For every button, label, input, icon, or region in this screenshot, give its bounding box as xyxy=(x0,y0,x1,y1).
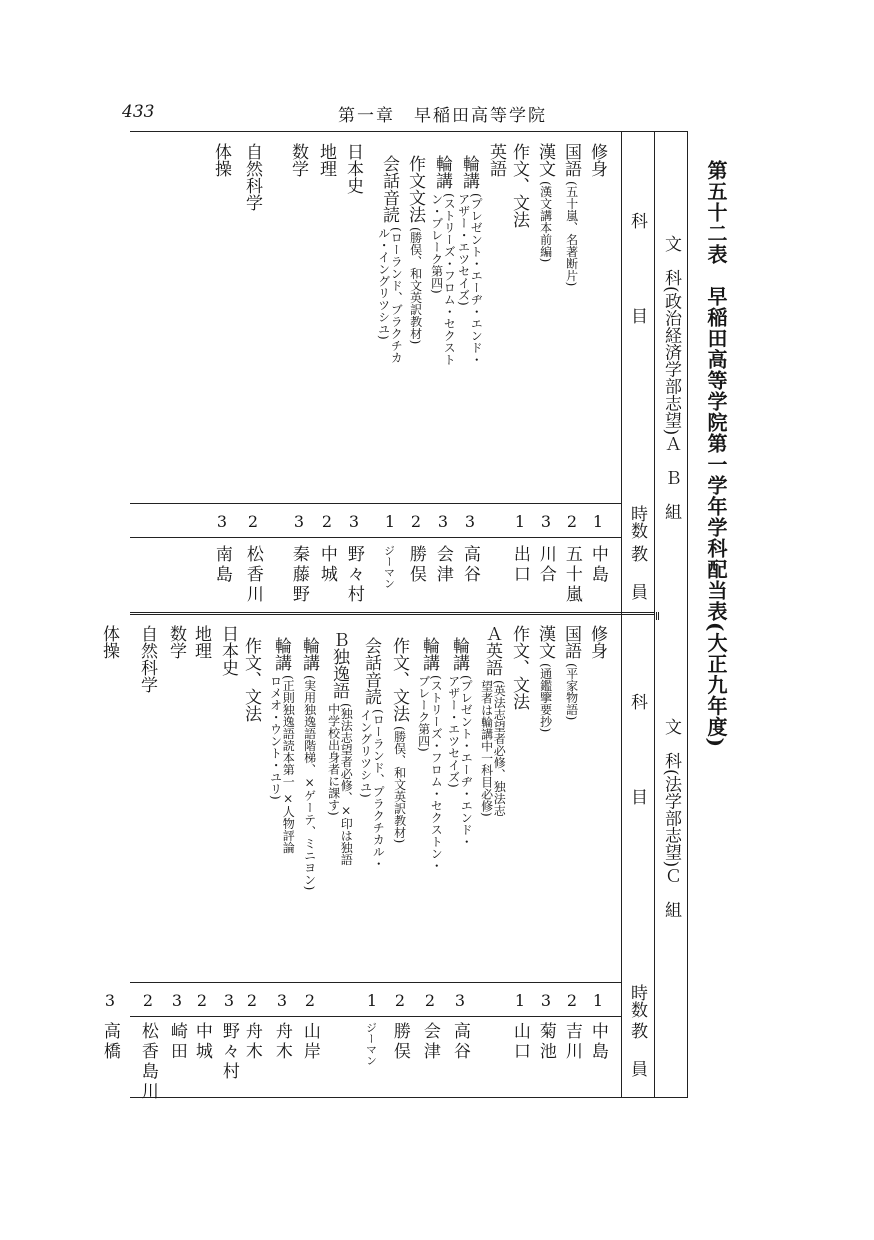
teacher-name: ジーマン xyxy=(364,1022,378,1066)
teacher-name: 出口 xyxy=(509,545,530,585)
subject-name: 数学 xyxy=(166,625,186,659)
section-title: 文 科(政治経済学部志望)Ａ Ｂ 組 xyxy=(661,235,681,521)
teacher-name: 中島 xyxy=(587,1022,608,1062)
hours-value: 1 xyxy=(592,512,604,531)
subject-name: 日本史 xyxy=(218,625,238,676)
hours-value: 3 xyxy=(276,991,288,1010)
hours-value: 3 xyxy=(216,512,228,531)
column-header-subject: 科 目 xyxy=(627,693,647,807)
hours-value: 2 xyxy=(247,512,259,531)
teacher-name: 舟木 xyxy=(271,1022,292,1062)
textbook-note: (五十嵐、名著断片) xyxy=(564,181,579,287)
subject-name: 会話音読 xyxy=(361,637,381,705)
hours-value: 3 xyxy=(437,512,449,531)
hours-value: 2 xyxy=(196,991,208,1010)
teacher-name: 勝俣 xyxy=(389,1022,410,1062)
subject-name: Ｂ独逸語 xyxy=(329,631,349,699)
subject-name: 作文、文法 xyxy=(509,625,529,710)
hours-value: 2 xyxy=(410,512,422,531)
column-header-subject: 科 目 xyxy=(627,212,647,326)
textbook-note: (ストリーズ・フロム・セクストン・ ブレーク第四) xyxy=(416,675,444,872)
textbook-note: (ローランド、ブラクチカ ル・イングリツシユ) xyxy=(376,227,404,364)
subject-name: 体操 xyxy=(99,625,119,659)
column-header-hours: 時数 xyxy=(627,984,647,1018)
subject-name: 作文文法 xyxy=(405,155,425,223)
subject-name: 輪講 xyxy=(449,637,469,671)
teacher-name: 会津 xyxy=(419,1022,440,1062)
table-title: 第五十二表 早稲田高等学院第一学年学科配当表(大正九年度) xyxy=(704,160,728,748)
subject-name: 会話音読 xyxy=(379,155,399,223)
hours-value: 2 xyxy=(321,512,333,531)
teacher-name: 川合 xyxy=(535,545,556,585)
hours-value: 3 xyxy=(464,512,476,531)
teacher-name: 野々村 xyxy=(218,1022,239,1082)
running-header: 第一章 早稲田高等学院 xyxy=(338,106,547,126)
subject-name: 自然科学 xyxy=(242,143,262,211)
textbook-note: (勝俣、和文英訳教材) xyxy=(408,227,423,345)
subject-name: 輪講 xyxy=(419,637,439,671)
hours-value: 2 xyxy=(424,991,436,1010)
teacher-name: 会津 xyxy=(432,545,453,585)
textbook-note: (通鑑擥要抄) xyxy=(538,663,553,733)
subject-name: 地理 xyxy=(316,143,336,177)
subject-name: 修身 xyxy=(587,143,607,177)
teacher-name: 秦藤野 xyxy=(288,545,309,605)
subject-name: 漢文 xyxy=(535,143,555,177)
hours-value: 1 xyxy=(366,991,378,1010)
teacher-name: 舟木 xyxy=(241,1022,262,1062)
hours-value: 2 xyxy=(566,991,578,1010)
teacher-name: 山岸 xyxy=(299,1022,320,1062)
teacher-name: 崎田 xyxy=(166,1022,187,1062)
hours-value: 3 xyxy=(171,991,183,1010)
hours-value: 3 xyxy=(540,512,552,531)
subject-name: 修身 xyxy=(587,625,607,659)
hours-value: 3 xyxy=(223,991,235,1010)
subject-name: 輪講 xyxy=(459,155,479,189)
column-header-teacher: 教 員 xyxy=(627,545,647,602)
hours-value: 1 xyxy=(514,991,526,1010)
section-title: 文 科(法学部志望)Ｃ 組 xyxy=(661,718,681,919)
teacher-name: 山口 xyxy=(509,1022,530,1062)
subject-name: 輪講 xyxy=(432,155,452,189)
hours-value: 2 xyxy=(304,991,316,1010)
hours-value: 2 xyxy=(142,991,154,1010)
textbook-note: (プレゼント・エーヂ・エンド・ アザー・エツセイズ) xyxy=(446,675,474,848)
subject-name: 輪講 xyxy=(271,637,291,671)
subject-name: 数学 xyxy=(288,143,308,177)
hours-value: 1 xyxy=(514,512,526,531)
subject-name: 漢文 xyxy=(535,625,555,659)
page-number: 433 xyxy=(122,102,155,122)
column-header-hours: 時数 xyxy=(627,505,647,539)
hours-value: 1 xyxy=(592,991,604,1010)
textbook-note: (独法志望者必修、×印は独語 中学校出身者に課す) xyxy=(326,703,354,866)
subject-name: 作文、文法 xyxy=(509,143,529,228)
teacher-name: 勝俣 xyxy=(405,545,426,585)
teacher-name: ジーマン xyxy=(382,545,396,589)
textbook-note: (実用独逸語階梯、×ゲーテ、ミニヨン) xyxy=(302,675,317,891)
subject-name: 国語 xyxy=(561,625,581,659)
subject-name: 日本史 xyxy=(343,143,363,194)
teacher-name: 菊池 xyxy=(535,1022,556,1062)
subject-name: 作文、文法 xyxy=(241,637,261,722)
teacher-name: 高谷 xyxy=(449,1022,470,1062)
subject-name: 作文、文法 xyxy=(389,637,409,722)
textbook-note: (漢文講本前編) xyxy=(538,181,553,263)
teacher-name: 吉川 xyxy=(561,1022,582,1062)
textbook-note: (平家物語) xyxy=(564,663,579,721)
hours-value: 3 xyxy=(104,991,116,1010)
subject-name: 国語 xyxy=(561,143,581,177)
hours-value: 2 xyxy=(566,512,578,531)
hours-value: 3 xyxy=(540,991,552,1010)
textbook-note: (勝俣、和文英訳教材) xyxy=(392,726,407,844)
subject-name: 地理 xyxy=(191,625,211,659)
textbook-note: (英法志望者必修、独法志 望者は輪講中一科目必修) xyxy=(479,680,507,817)
hours-value: 1 xyxy=(384,512,396,531)
teacher-name: 高谷 xyxy=(459,545,480,585)
hours-value: 3 xyxy=(454,991,466,1010)
hours-value: 2 xyxy=(246,991,258,1010)
teacher-name: 松香川 xyxy=(242,545,263,605)
teacher-name: 中城 xyxy=(191,1022,212,1062)
subject-name: Ａ英語 xyxy=(482,625,502,676)
teacher-name: 松香島川 xyxy=(137,1022,158,1102)
textbook-note: (ストリーズ・フロム・セクスト ン・ブレーク第四) xyxy=(429,193,457,366)
teacher-name: 中島 xyxy=(587,545,608,585)
textbook-note: (ローランド、プラクチカル・ イングリツシユ) xyxy=(358,709,386,870)
teacher-name: 中城 xyxy=(316,545,337,585)
subject-name: 輪講 xyxy=(299,637,319,671)
subject-name: 英語 xyxy=(486,143,506,177)
teacher-name: 南島 xyxy=(211,545,232,585)
hours-value: 3 xyxy=(348,512,360,531)
textbook-note: (プレゼント・エーヂ・エンド・ アザー・エツセイズ) xyxy=(456,193,484,366)
hours-value: 2 xyxy=(394,991,406,1010)
hours-value: 3 xyxy=(293,512,305,531)
teacher-name: 野々村 xyxy=(343,545,364,605)
textbook-note: (正則独逸語読本第一 ×人物評論 ロメオ・ウント・ユリ) xyxy=(268,675,296,854)
teacher-name: 高橋 xyxy=(99,1022,120,1062)
column-header-teacher: 教 員 xyxy=(627,1022,647,1079)
subject-name: 体操 xyxy=(211,143,231,177)
subject-name: 自然科学 xyxy=(137,625,157,693)
teacher-name: 五十嵐 xyxy=(561,545,582,605)
